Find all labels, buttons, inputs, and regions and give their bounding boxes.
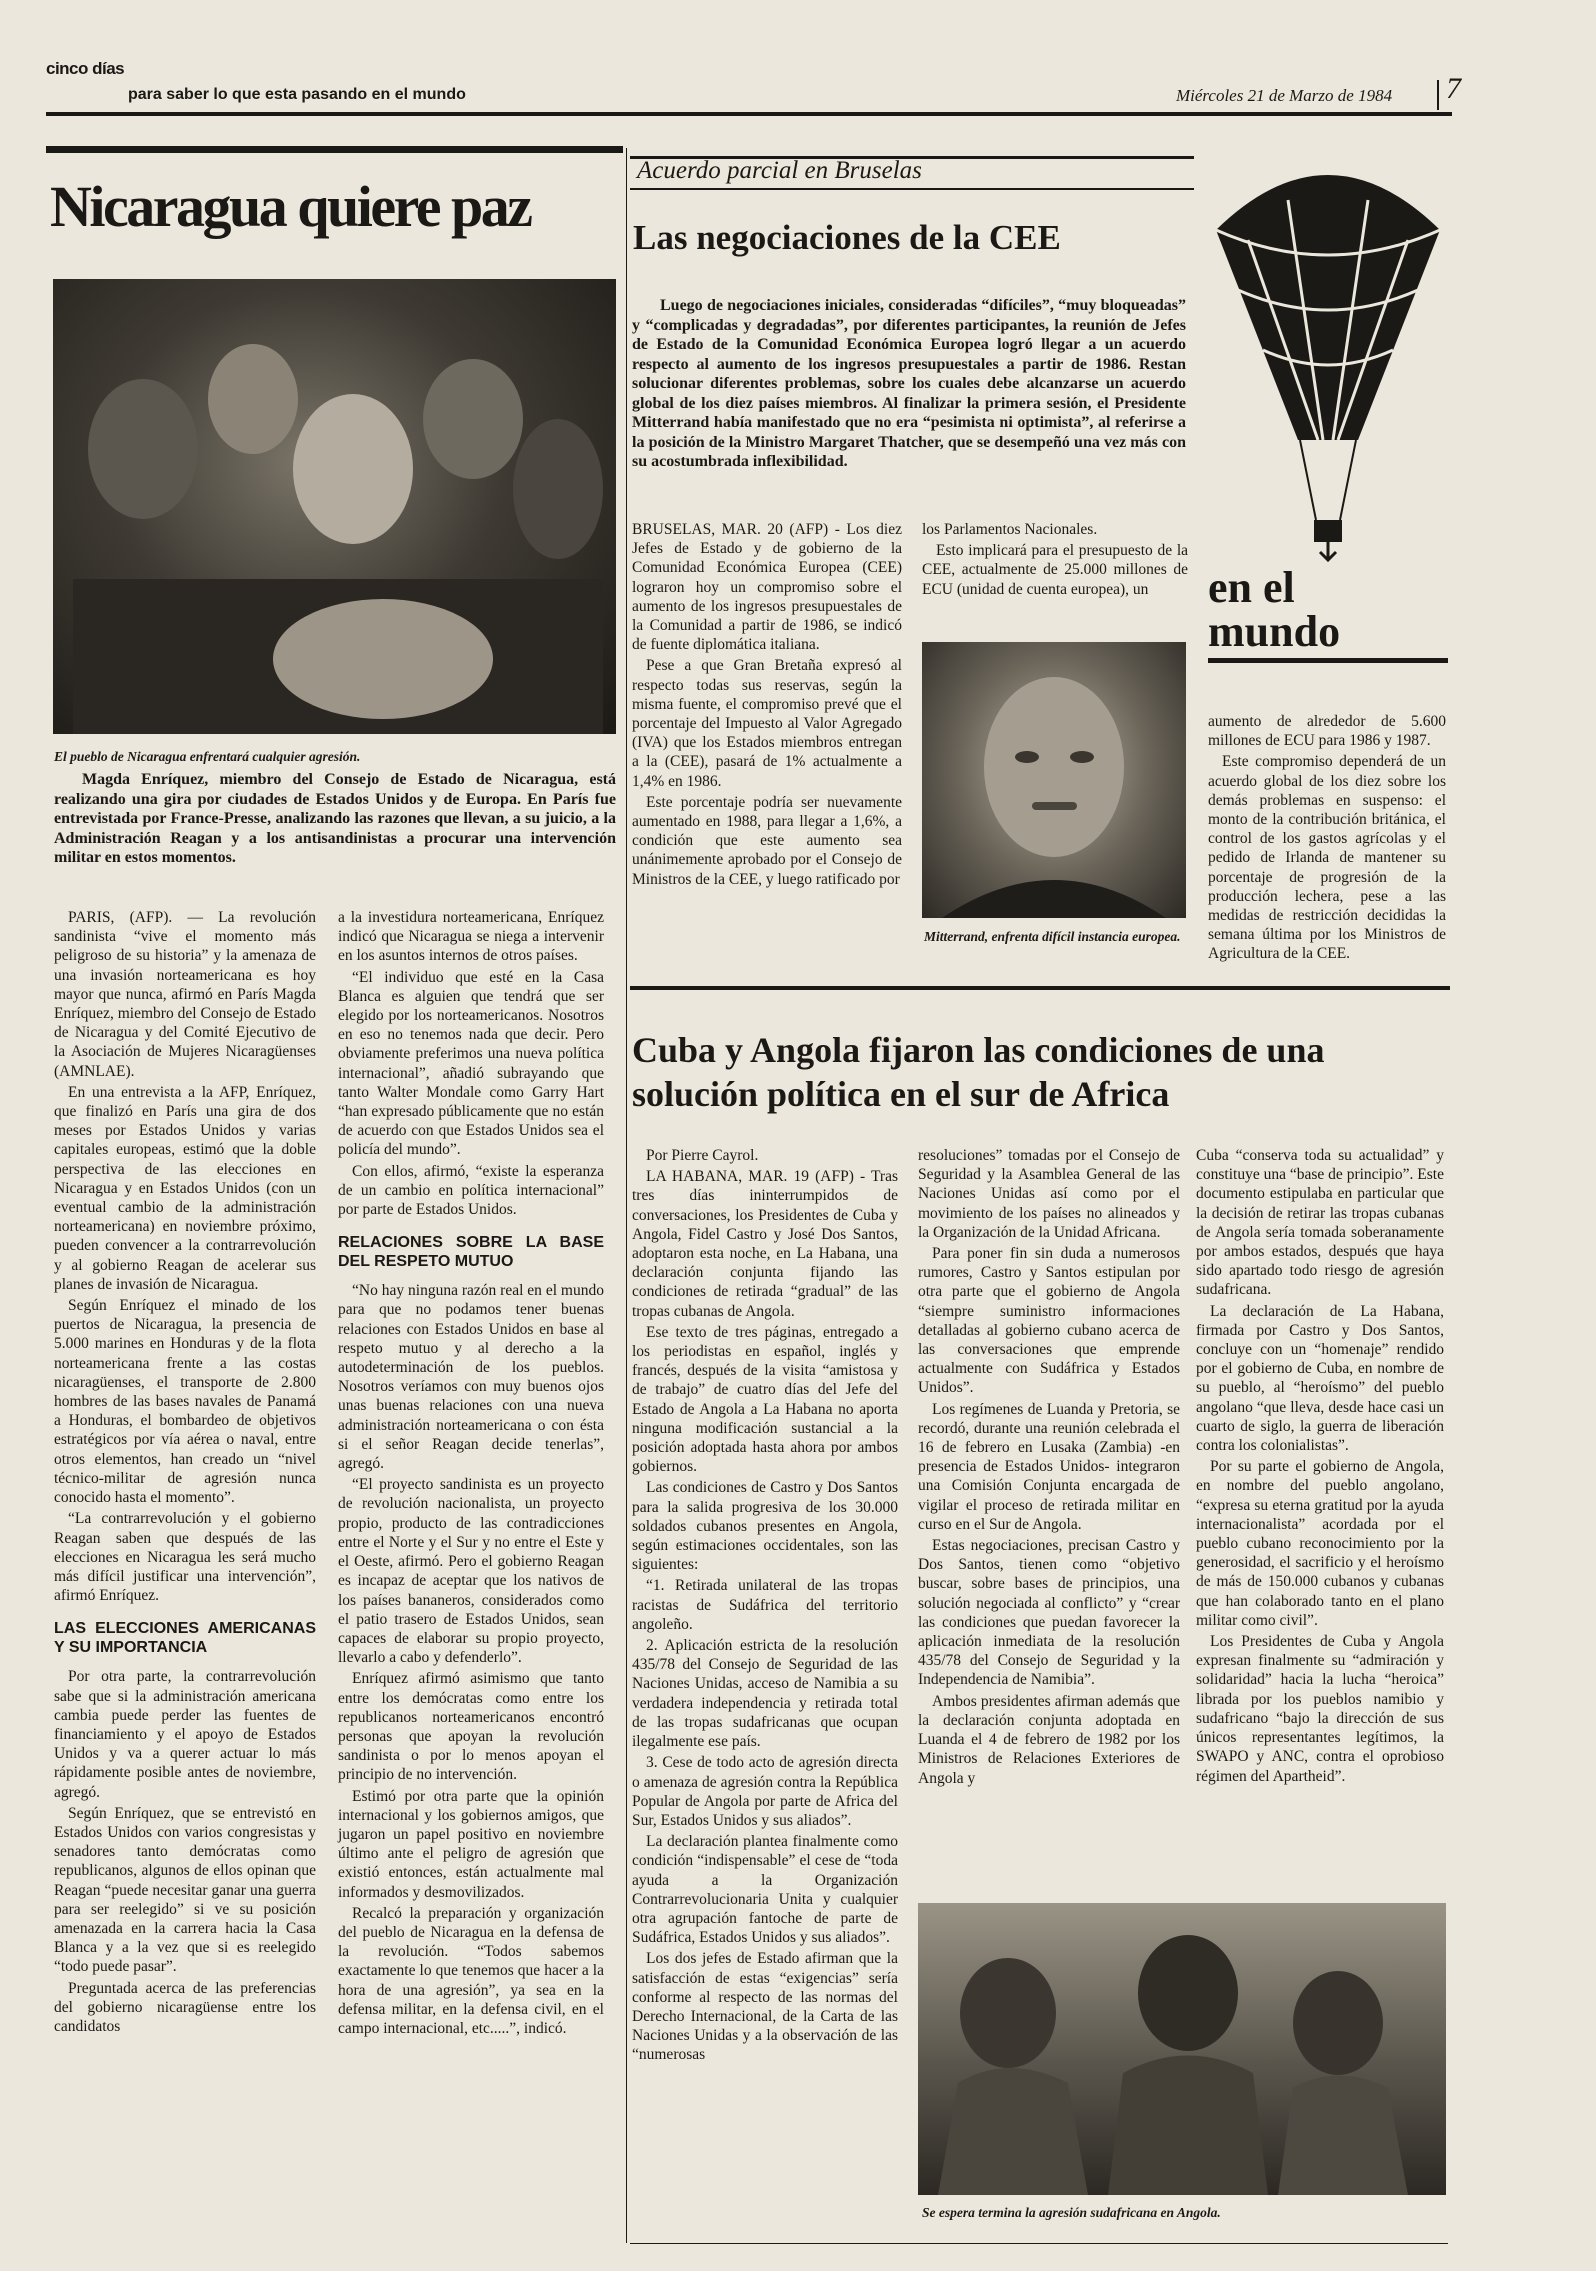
paragraph: Este porcentaje podría ser nuevamente aumentado en 1988, para llegar a 1,6%, a condición que este aumento sea unánimemente aprobado por el Consejo de Ministros de la CEE, y luego ratificado por: [632, 793, 902, 888]
mitterrand-photo: [922, 642, 1186, 918]
cee-col3: [1208, 712, 1446, 966]
paragraph: “1. Retirada unilateral de las tropas racistas de Sudáfrica del territorio angoleño.: [632, 1577, 898, 1633]
masthead-logo: [46, 59, 126, 78]
mundo-line1: en el: [1208, 563, 1295, 612]
subhead-elecciones: LAS ELECCIONES AMERICANAS Y SU IMPORTANCIA: [54, 1620, 316, 1657]
masthead-divider: [1437, 80, 1439, 110]
nicaragua-lead: [54, 770, 616, 868]
paragraph: Este compromiso dependerá de un acuerdo global de los diez sobre los demás problemas en suspenso: el monto de la contribución británica, el control de los gastos agrícolas y el pedido de Irlanda de mantener su porcentaje de progresión de la producción lechera, pese a las medidas de restricción decididas la semana última por los Ministros de Agricultura de la CEE.: [1208, 753, 1446, 963]
cuba-col3: [1196, 1146, 1444, 1788]
nicaragua-col2: [338, 908, 604, 2040]
cuba-headline: Cuba y Angola fijaron las condiciones de una solución política en el sur de Africa: [632, 1030, 1325, 1114]
angola-photo-caption: Se espera termina la agresión sudafricana en Angola.: [922, 2205, 1221, 2220]
masthead-date: Miércoles 21 de Marzo de 1984: [1176, 86, 1393, 105]
paragraph: Ambos presidentes afirman además que la declaración conjunta adoptada en Luanda el 4 de febrero de 1982 por los Ministros de Relaciones Exteriores de Angola y: [918, 1692, 1180, 1787]
mundo-title: [1208, 563, 1341, 656]
paragraph: Pese a que Gran Bretaña expresó al respecto todas sus reservas, según la misma fuente, el compromiso prevé que el porcentaje del Impuesto al Valor Agregado (IVA) que los Estados miembros entregan a la (CEE), pasará de 1% actualmente a 1,4% en 1986.: [632, 657, 902, 790]
masthead-rule: [46, 112, 1452, 116]
paragraph: BRUSELAS, MAR. 20 (AFP) - Los diez Jefes de Estado y de gobierno de la Comunidad Económica Europea (CEE) lograron hoy un compromiso sobre el aumento de los ingresos presupuestales de la Comunidad a partir de 1986, se indicó de fuente diplomática italiana.: [632, 521, 902, 654]
paragraph: Enríquez afirmó asimismo que tanto entre los demócratas como entre los republicanos norteamericanos encontró personas que apoyan la revolución sandinista o por lo menos apoyan el principio de no intervención.: [338, 1670, 604, 1784]
paragraph: aumento de alrededor de 5.600 millones de ECU para 1986 y 1987.: [1208, 713, 1446, 750]
paragraph: Preguntada acerca de las preferencias del gobierno nicaragüense entre los candidatos: [54, 1979, 316, 2035]
cee-lead: [632, 296, 1186, 472]
mundo-rule: [1208, 658, 1448, 663]
paragraph: Según Enríquez, que se entrevistó en Estados Unidos con varios congresistas y senadores tanto demócratas como republicanos, algunos de ellos opinan que Reagan “puede necesitar ganar una guerra para ser reelegido” si ve su posición amenazada en la carrera hacia la Casa Blanca y a la vez que si es reelegido “todo puede pasar”.: [54, 1804, 316, 1976]
paragraph: Los Presidentes de Cuba y Angola expresan finalmente su “admiración y solidaridad” hacia la lucha “heroica” librada por los pueblos namibio y sudafricano “bajo la dirección de sus únicos representantes legítimos, la SWAPO y ANC, contra el oprobioso régimen del Apartheid”.: [1196, 1633, 1444, 1785]
paragraph: Estimó por otra parte que la opinión internacional y los gobiernos amigos, que jugaron un papel positivo en noviembre último ante el peligro de agresión que existió entonces, están actualmente mal informados y desmovilizados.: [338, 1787, 604, 1901]
paragraph: Con ellos, afirmó, “existe la esperanza de un cambio en política internacional” por parte de Estados Unidos.: [338, 1162, 604, 1219]
paragraph: los Parlamentos Nacionales.: [922, 521, 1098, 538]
cee-headline: Las negociaciones de la CEE: [633, 218, 1061, 257]
logo-text: cinco días: [46, 59, 125, 78]
paragraph: Las condiciones de Castro y Dos Santos para la salida progresiva de los 30.000 soldados cubanos presentes en Angola, según estimaciones occidentales, son las siguientes:: [632, 1479, 898, 1574]
portrait-illustration: [922, 642, 1186, 918]
nicaragua-col1: [54, 908, 316, 2038]
paragraph: Estas negociaciones, precisan Castro y Dos Santos, tienen como “objetivo buscar, sobre bases de principios, una solución negociada al conflicto” y “crear las condiciones que puedan favorecer la aplicación inmediata de la resolución 435/78 del Consejo de Seguridad y la Independencia de Namibia”.: [918, 1537, 1180, 1689]
paragraph: 2. Aplicación estricta de la resolución 435/78 del Consejo de Seguridad de las Naciones Unidas, acceso de Namibia a su verdadera independencia y retirada total de las tropas sudafricanas que ocupan ilegalmente ese país.: [632, 1637, 898, 1751]
paragraph: Según Enríquez el minado de los puertos de Nicaragua, la presencia de 5.000 marines en Honduras y de la flota norteamericana frente a las costas nicaragüenses, el transporte de 2.800 hombres de las bases navales de Panamá a Honduras, el bombardeo de objetivos estratégicos por vía aérea o naval, entre otros elementos, han creado un “nivel técnico-militar de agresión nunca conocido hasta el momento”.: [54, 1297, 316, 1507]
paragraph: Esto implicará para el presupuesto de la CEE, actualmente de 25.000 millones de ECU (unidad de cuenta europea), un: [922, 542, 1188, 598]
paragraph: Por otra parte, la contrarrevolución sabe que si la administración americana cambia puede perder las fuentes de financiamiento y el apoyo de Estados Unidos y va a querer actuar lo más rápidamente posible antes de noviembre, agregó.: [54, 1668, 316, 1801]
soldiers-illustration: [918, 1903, 1446, 2195]
nicaragua-photo: [53, 279, 616, 734]
angola-soldiers-photo: [918, 1903, 1446, 2195]
nicaragua-photo-caption: El pueblo de Nicaragua enfrentará cualquier agresión.: [54, 749, 361, 764]
paragraph: “El proyecto sandinista es un proyecto de revolución nacionalista, un proyecto propio, producto de las contradicciones entre el Norte y el Sur y no entre el Este y el Oeste, afirmó. Pero el gobierno Reagan es incapaz de aceptar que los nativos de los países bananeros, considerados como el patio trasero de Estados Unidos, sean capaces de elaborar su propio proyecto, llevarlo a cabo y defenderlo”.: [338, 1476, 604, 1667]
cee-col1: [632, 520, 902, 891]
subhead-relaciones: RELACIONES SOBRE LA BASE DEL RESPETO MUTUO: [338, 1234, 604, 1271]
paragraph: Cuba “conserva toda su actualidad” y constituye una “base de principio”. Este documento estipulaba en particular que la decisión de retirar las tropas cubanas de Angola sería tomada soberanamente por ambos estados, después que haya sido apartado todo riesgo de agresión sudafricana.: [1196, 1147, 1444, 1299]
cee-col2-top: [922, 520, 1188, 601]
paragraph: Por Pierre Cayrol.: [646, 1147, 759, 1164]
paragraph: a la investidura norteamericana, Enríquez indicó que Nicaragua se niega a intervenir en los asuntos internos de otros países.: [338, 909, 604, 965]
cuba-col2: [918, 1146, 1180, 1790]
masthead-slogan: para saber lo que esta pasando en el mundo: [128, 86, 466, 103]
mitterrand-photo-caption: Mitterrand, enfrenta difícil instancia europea.: [924, 929, 1181, 944]
paragraph: Los dos jefes de Estado afirman que la satisfacción de estas “exigencias” sería conforme al respecto de las normas del Derecho Internacional, de la Carta de las Naciones Unidas y a la observación de las “numerosas: [632, 1950, 898, 2064]
paragraph: La declaración de La Habana, firmada por Castro y Dos Santos, concluye con un “homenaje” rendido por el gobierno de Cuba, en nombre de su pueblo, al “heroísmo” del pueblo angolano “que lleva, desde hace casi un cuarto de siglo, la guerra de liberación contra los colonialistas”.: [1196, 1302, 1444, 1455]
cuba-col1: [632, 1146, 898, 2067]
paragraph: En una entrevista a la AFP, Enríquez, que finalizó en París una gira de dos meses por Estados Unidos y varias capitales europeas, estimó que la doble perspectiva de las elecciones en Nicaragua y en Estados Unidos (con un eventual cambio de la administración norteamericana) en noviembre próximo, pueden convencer a la contrarrevolución y al gobierno Reagan de acelerar sus planes de invasión de Nicaragua.: [54, 1083, 316, 1293]
nicaragua-lead-text: Magda Enríquez, miembro del Consejo de Estado de Nicaragua, está realizando una gira por ciudades de Estados Unidos y de Europa. En París fue entrevistada por France-Presse, analizando las razones que llevan, a su juicio, a la Administración Reagan y a los antisandinistas a procurar una intervención militar en estos momentos.: [54, 771, 616, 866]
hot-air-balloon-icon: [1208, 140, 1448, 580]
paragraph: “El individuo que esté en la Casa Blanca es alguien que tendrá que ser elegido por los norteamericanos. Nosotros en eso no tenemos nada que decir. Pero obviamente preferimos una nueva política internacional”, añadió subrayando que tanto Walter Mondale como Garry Hart “han expresado públicamente que no están de acuerdo con que Estados Unidos sea el policía del mundo”.: [338, 968, 604, 1159]
paragraph: 3. Cese de todo acto de agresión directa o amenaza de agresión contra la República Popular de Angola por parte de Africa del Sur, Estados Unidos y sus aliados”.: [632, 1754, 898, 1829]
paragraph: Por su parte el gobierno de Angola, en nombre del pueblo angolano, “expresa su eterna gratitud por la ayuda internacionalista” acordada por el pueblo cubano reconocimiento por la generosidad, el sacrificio y el heroísmo de más de 150.000 cubanos y cubanas que han colaborado tanto en el plano militar como civil”.: [1196, 1458, 1444, 1629]
cee-kicker-rule: [630, 188, 1194, 190]
mundo-line2: mundo: [1208, 607, 1341, 656]
nicaragua-top-rule: [46, 146, 623, 153]
paragraph: “No hay ninguna razón real en el mundo para que no podamos tener buenas relaciones con Estados Unidos en base al respeto mutuo y al derecho a la autodeterminación de los pueblos. Nosotros veríamos con muy buenos ojos unas buenas relaciones con una nueva administración norteamericana o con ésta si el señor Reagan decide tenerlas”, agregó.: [338, 1282, 604, 1473]
cee-lead-text: Luego de negociaciones iniciales, consideradas “difíciles”, “muy bloqueadas” y “complicadas y degradadas”, por diferentes participantes, la reunión de Jefes de Estado de la Comunidad Económica Europea logró llegar a un acuerdo respecto al aumento de los ingresos presupuestales a partir de 1986. Restan solucionar diferentes problemas, sobre los cuales debe alcanzarse un acuerdo global de los diez países miembros. Al finalizar la primera sesión, el Presidente Mitterrand había manifestado que no era “pesimista ni optimista”, al referirse a la posición de la Ministro Margaret Thatcher, que se desempeñó una vez más con su acostumbrada inflexibilidad.: [632, 297, 1186, 470]
bottom-rule: [630, 2243, 1448, 2244]
page-number: 7: [1446, 72, 1461, 105]
section-divider: [626, 148, 627, 2243]
paragraph: “La contrarrevolución y el gobierno Reagan saben que después de las elecciones en Nicaragua les será mucho más difícil justificar una intervención”, afirmó Enríquez.: [54, 1510, 316, 1605]
cee-kicker: Acuerdo parcial en Bruselas: [637, 157, 922, 184]
cuba-top-rule: [630, 986, 1450, 990]
paragraph: Ese texto de tres páginas, entregado a los periodistas en español, inglés y francés, después de la visita “amistosa y de trabajo” de cuatro días del Jefe del Estado de Angola a La Habana no aporta ninguna modificación sustancial a la posición adoptada hasta ahora por ambos gobiernos.: [632, 1323, 898, 1476]
paragraph: LA HABANA, MAR. 19 (AFP) - Tras tres días ininterrumpidos de conversaciones, los Presidentes de Cuba y Angola, Fidel Castro y José Dos Santos, adoptaron esta noche, en La Habana, una declaración conjunta fijando las condiciones de retirada “gradual” de las tropas cubanas de Angola.: [632, 1168, 898, 1320]
nicaragua-headline: Nicaragua quiere paz: [50, 174, 531, 239]
crowd-illustration: [53, 279, 616, 734]
paragraph: Los regímenes de Luanda y Pretoria, se recordó, durante una reunión celebrada el 16 de febrero en Lusaka (Zambia) -en presencia de Estados Unidos- integraron una Comisión Conjunta encargada de vigilar el proceso de retirada militar en curso en el Sur de Angola.: [918, 1400, 1180, 1533]
paragraph: La declaración plantea finalmente como condición “indispensable” el cese de “toda ayuda a la Organización Contrarrevolucionaria Unita y cualquier otra agrupación fantoche de parte de Sudáfrica, Estados Unidos y sus aliados”.: [632, 1833, 898, 1947]
paragraph: resoluciones” tomadas por el Consejo de Seguridad y la Asamblea General de las Naciones Unidas así como por el movimiento de los países no alineados y la Organización de la Unidad Africana.: [918, 1147, 1180, 1241]
paragraph: Para poner fin sin duda a numerosos rumores, Castro y Santos estipulan por otra parte que el gobierno de Angola “siempre suministro informaciones detalladas al gobierno cubano acerca de las conversaciones que emprende actualmente con Sudáfrica y Estados Unidos”.: [918, 1245, 1180, 1397]
balloon-illustration: [1208, 140, 1448, 580]
paragraph: PARIS, (AFP). — La revolución sandinista “vive el momento más peligroso de su historia” y la amenaza de una invasión norteamericana es hoy mayor que nunca, afirmó en París Magda Enríquez, miembro del Consejo de Estado de Nicaragua y del Comité Ejecutivo de la Asociación de Mujeres Nicaragüenses (AMNLAE).: [54, 909, 316, 1080]
paragraph: Recalcó la preparación y organización del pueblo de Nicaragua en la defensa de la revolución. “Todos sabemos exactamente lo que tenemos que hacer a la hora de una agresión”, ya sea en la defensa militar, en la defensa civil, en el campo internacional, etc.....”, indicó.: [338, 1904, 604, 2037]
